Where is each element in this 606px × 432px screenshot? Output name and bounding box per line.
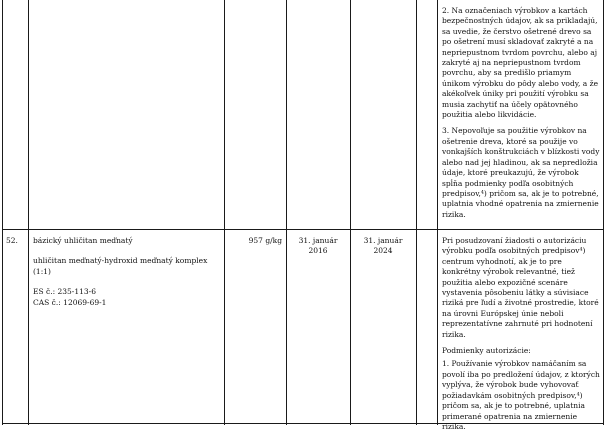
column-divider — [224, 0, 225, 425]
column-divider — [350, 0, 351, 425]
column-divider — [416, 0, 417, 425]
requirement-paragraph: 3. Nepovoľuje sa použitie výrobkov na ošetrenie dreva, ktoré sa použije vo vonkajších konštrukciách v blízkosti vody alebo nad jej hladinou, ak sa nepredložia údaje, ktoré preukazujú, že výrobok spĺňa podmienky podľa osobitných predpisov,⁴) pričom sa, ak je to potrebné, uplatnia vhodné opatrenia na zmiernenie rizika. — [442, 126, 600, 219]
requirement-heading: Podmienky autorizácie: — [442, 346, 531, 356]
inclusion-date: 31. január 2016 — [298, 236, 338, 256]
requirement-paragraph: Pri posudzovaní žiadosti o autorizáciu výrobku podľa osobitných predpisov⁴) centrum vyhodnotí, ak je to pre konkrétny výrobok relevantné, tiež použitia alebo expozičné scenáre vystavenia pôsobeniu látky a súvisiace riziká pre ľudí a životné prostredie, ktoré na úrovni Európskej únie neboli reprezentatívne zahrnuté pri hodnotení rizika. — [442, 236, 599, 339]
es-number: ES č.: 235-113-6 — [33, 287, 96, 297]
row-divider — [2, 229, 604, 230]
requirement-paragraph: 2. Na označeniach výrobkov a kartách bezpečnostných údajov, ak sa prikladajú, sa uvedie, že čerstvo ošetrené drevo sa po ošetrení musí skladovať zakryté a na nepriepustnom tvrdom povrchu, alebo aj zakryté aj na nepriepustnom tvrdom povrchu, aby sa predišlo priamym únikom výrobku do pôdy alebo vody, a že akékoľvek úniky pri použití výrobku sa musia zachytiť na účely opätovného použitia alebo likvidácie. — [442, 6, 599, 120]
column-divider — [28, 0, 29, 425]
substance-name-cell — [33, 236, 221, 422]
substance-synonym: uhličitan meďnatý-hydroxid meďnatý komplex (1:1) — [33, 256, 208, 276]
row-number: 52. — [6, 236, 18, 245]
requirements-cell — [442, 236, 600, 431]
min-concentration: 957 g/kg — [248, 236, 282, 245]
substance-name: bázický uhličitan meďnatý — [33, 236, 133, 245]
table-border-right — [603, 0, 604, 425]
requirement-paragraph: 1. Používanie výrobkov namáčaním sa povolí iba po predložení údajov, z ktorých vyplýva, že výrobok bude vyhovovať požiadavkám osobitných predpisov,⁴) pričom sa, ak je to potrebné, uplatnia primerané opatrenia na zmiernenie rizika. — [442, 359, 600, 431]
column-divider — [437, 0, 438, 425]
column-divider — [286, 0, 287, 425]
expiry-date: 31. január 2024 — [363, 236, 403, 256]
requirements-cell-continued — [442, 6, 600, 228]
cas-number: CAS č.: 12069-69-1 — [33, 297, 107, 307]
table-border-left — [2, 0, 3, 425]
